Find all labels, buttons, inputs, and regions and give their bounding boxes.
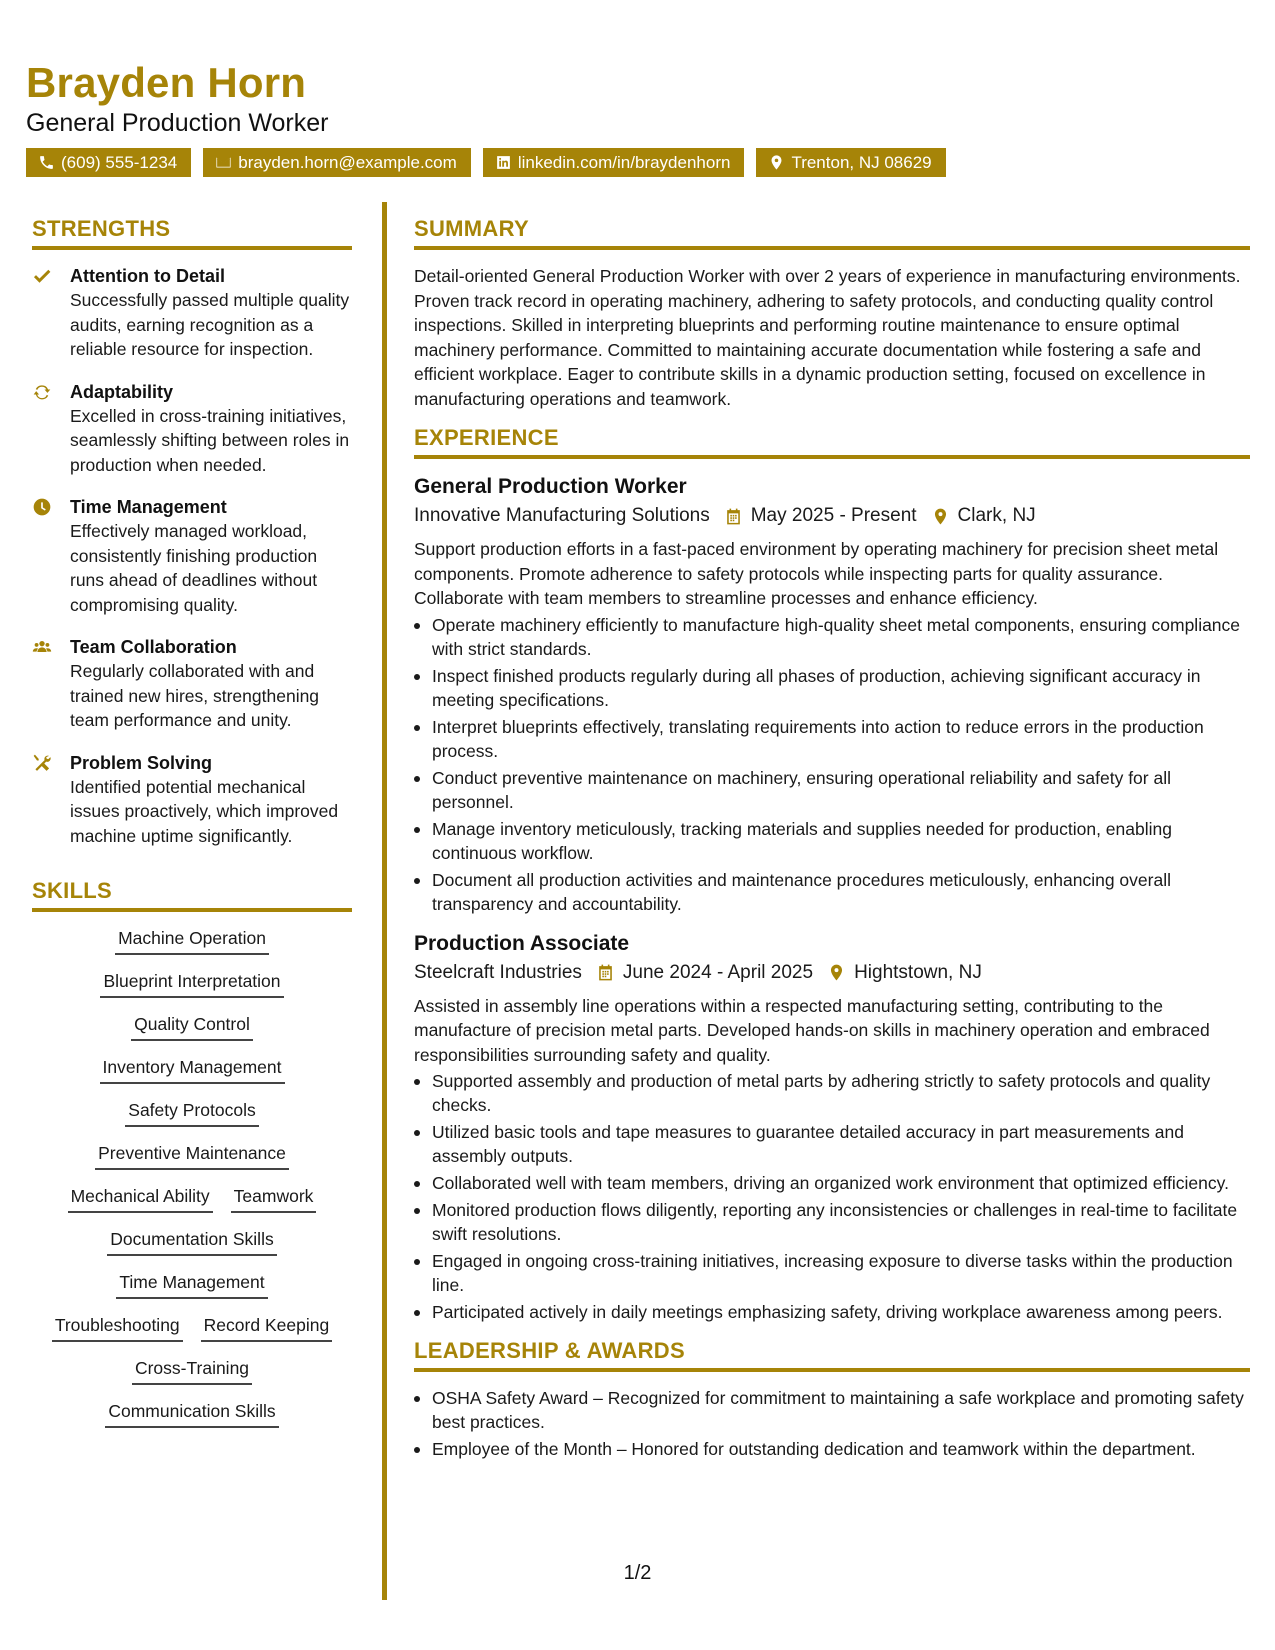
list-item: Operate machinery efficiently to manufacture high-quality sheet metal components, ensuring compliance with strict standards. [414, 613, 1250, 661]
job-bullets [414, 1069, 1250, 1324]
job-location: Hightstown, NJ [854, 961, 982, 983]
skill-row [32, 969, 352, 998]
contact-location-text: Trenton, NJ 08629 [791, 153, 932, 173]
job-company: Innovative Manufacturing Solutions [414, 505, 710, 526]
contact-email[interactable] [203, 148, 471, 177]
job-description: Support production efforts in a fast-paced environment by operating machinery for precision sheet metal components. Promote adherence to safety protocols while inspecting parts for quality assurance. Collaborate with team members to streamline processes and enhance efficiency. [414, 539, 1219, 608]
strength-title: Time Management [70, 497, 227, 517]
tools-icon [32, 753, 52, 773]
skill-tag: Blueprint Interpretation [100, 969, 283, 998]
contact-bar [26, 148, 1256, 177]
strength-desc: Successfully passed multiple quality audits, earning recognition as a reliable resource for inspection. [70, 290, 350, 359]
skill-tag: Safety Protocols [125, 1098, 258, 1127]
job-meta [414, 958, 1250, 988]
job-entry [414, 473, 1250, 916]
phone-icon [38, 154, 55, 171]
skill-row [32, 1012, 352, 1041]
strength-item [32, 751, 352, 849]
column-divider [382, 202, 387, 1600]
list-item: Participated actively in daily meetings emphasizing safety, driving workplace awareness among peers. [414, 1300, 1250, 1324]
left-column [32, 216, 352, 1442]
job-bullets [414, 613, 1250, 916]
clock-icon [32, 497, 52, 517]
skill-tag: Preventive Maintenance [95, 1141, 289, 1170]
list-item: Utilized basic tools and tape measures to guarantee detailed accuracy in part measurements and assembly outputs. [414, 1120, 1250, 1168]
skill-tag: Machine Operation [115, 926, 269, 955]
skill-tag: Mechanical Ability [68, 1184, 213, 1213]
skill-row [32, 1098, 352, 1127]
skill-tag: Troubleshooting [52, 1313, 183, 1342]
users-icon [32, 637, 52, 657]
list-item: Inspect finished products regularly during all phases of production, achieving significant accuracy in meeting specifications. [414, 664, 1250, 712]
contact-location [756, 148, 945, 177]
job-role: Production Associate [414, 931, 630, 955]
strength-title: Problem Solving [70, 752, 213, 773]
contact-email-text: brayden.horn@example.com [238, 153, 457, 173]
skill-tag: Documentation Skills [107, 1227, 276, 1256]
job-dates: May 2025 - Present [750, 505, 917, 526]
job-description: Assisted in assembly line operations within a respected manufacturing setting, contributing to the manufacture of precision metal parts. Developed hands-on skills in machinery operation and embraced responsibilities surrounding safety and quality. [414, 995, 1210, 1065]
strength-title: Attention to Detail [70, 266, 225, 286]
skill-tag: Teamwork [231, 1184, 317, 1213]
awards-list [414, 1386, 1250, 1461]
list-item: Collaborated well with team members, driving an organized work environment that optimized efficiency. [414, 1171, 1250, 1195]
contact-linkedin[interactable] [483, 148, 745, 177]
location-pin-icon [827, 963, 846, 982]
job-location: Clark, NJ [957, 505, 1036, 526]
page-number: 1/2 [623, 1562, 652, 1584]
skill-row [32, 1141, 352, 1170]
strength-title: Adaptability [70, 381, 174, 402]
skill-row [32, 1184, 352, 1213]
list-item: Engaged in ongoing cross-training initiatives, increasing exposure to diverse tasks within the production line. [414, 1249, 1250, 1297]
contact-phone-text: (609) 555-1234 [61, 153, 178, 173]
resume-header [26, 60, 1256, 177]
list-item: Manage inventory meticulously, tracking materials and supplies needed for production, enabling continuous workflow. [414, 817, 1250, 865]
skill-row [32, 1055, 352, 1084]
list-item: Interpret blueprints effectively, translating requirements into action to reduce errors in the production process. [414, 715, 1250, 763]
skill-row [32, 1356, 352, 1385]
summary-heading: SUMMARY [414, 216, 1250, 250]
skill-tag: Communication Skills [105, 1399, 278, 1428]
list-item: Conduct preventive maintenance on machinery, ensuring operational reliability and safety for all personnel. [414, 766, 1250, 814]
list-item: Supported assembly and production of metal parts by adhering strictly to safety protocols and quality checks. [414, 1069, 1250, 1117]
strength-item [32, 635, 352, 733]
awards-heading: LEADERSHIP & AWARDS [414, 1338, 1250, 1372]
strength-desc: Identified potential mechanical issues proactively, which improved machine uptime significantly. [70, 776, 339, 846]
strength-item [32, 495, 352, 617]
list-item: Employee of the Month – Honored for outstanding dedication and teamwork within the department. [414, 1437, 1250, 1461]
location-pin-icon [768, 154, 785, 171]
job-role: General Production Worker [414, 475, 687, 498]
job-company: Steelcraft Industries [414, 961, 582, 983]
location-pin-icon [931, 507, 950, 526]
strength-desc: Regularly collaborated with and trained new hires, strengthening team performance and unity. [70, 661, 320, 730]
skill-tag: Record Keeping [201, 1313, 333, 1342]
strength-item [32, 264, 352, 362]
list-item: Document all production activities and maintenance procedures meticulously, enhancing overall transparency and accountability. [414, 868, 1250, 916]
skills-section [32, 878, 352, 1428]
strengths-heading: STRENGTHS [32, 216, 352, 250]
skill-row [32, 1227, 352, 1256]
checkmark-icon [32, 266, 52, 286]
candidate-name: Brayden Horn [26, 59, 307, 106]
summary-text: Detail-oriented General Production Worker with over 2 years of experience in manufacturing environments. Proven track record in operating machinery, adhering to safety protocols, and conducting quality control inspections. Skilled in interpreting blueprints and performing routine maintenance to ensure optimal machinery performance. Committed to maintaining accurate documentation while fostering a safe and efficient workplace. Eager to contribute skills in a dynamic production setting, focused on excellence in manufacturing operations and teamwork. [414, 266, 1241, 409]
list-item: Monitored production flows diligently, reporting any inconsistencies or challenges in real-time to facilitate swift resolutions. [414, 1198, 1250, 1246]
strength-desc: Effectively managed workload, consistently finishing production runs ahead of deadlines without compromising quality. [70, 521, 318, 615]
contact-phone[interactable] [26, 148, 191, 177]
strength-item [32, 380, 352, 478]
skill-tag: Quality Control [131, 1012, 253, 1041]
calendar-icon [596, 963, 615, 982]
candidate-title: General Production Worker [26, 109, 329, 138]
skill-tag: Inventory Management [100, 1055, 285, 1084]
contact-linkedin-text: linkedin.com/in/braydenhorn [517, 153, 731, 173]
experience-heading: EXPERIENCE [414, 425, 1250, 459]
job-dates: June 2024 - April 2025 [622, 961, 814, 983]
strength-title: Team Collaboration [70, 637, 237, 657]
skill-row [32, 1313, 352, 1342]
skill-row [32, 1399, 352, 1428]
skill-tag: Time Management [116, 1270, 267, 1299]
job-meta [414, 501, 1250, 531]
skills-heading: SKILLS [32, 878, 352, 912]
skill-row [32, 926, 352, 955]
skill-row [32, 1270, 352, 1299]
job-entry [414, 930, 1250, 1325]
right-column [414, 216, 1250, 1464]
refresh-icon [32, 382, 52, 402]
linkedin-icon [495, 154, 512, 171]
envelope-icon [215, 154, 232, 171]
strength-desc: Excelled in cross-training initiatives, seamlessly shifting between roles in production when needed. [70, 405, 350, 475]
list-item: OSHA Safety Award – Recognized for commitment to maintaining a safe workplace and promoting safety best practices. [414, 1386, 1250, 1434]
calendar-icon [724, 507, 743, 526]
skill-tag: Cross-Training [132, 1356, 252, 1385]
